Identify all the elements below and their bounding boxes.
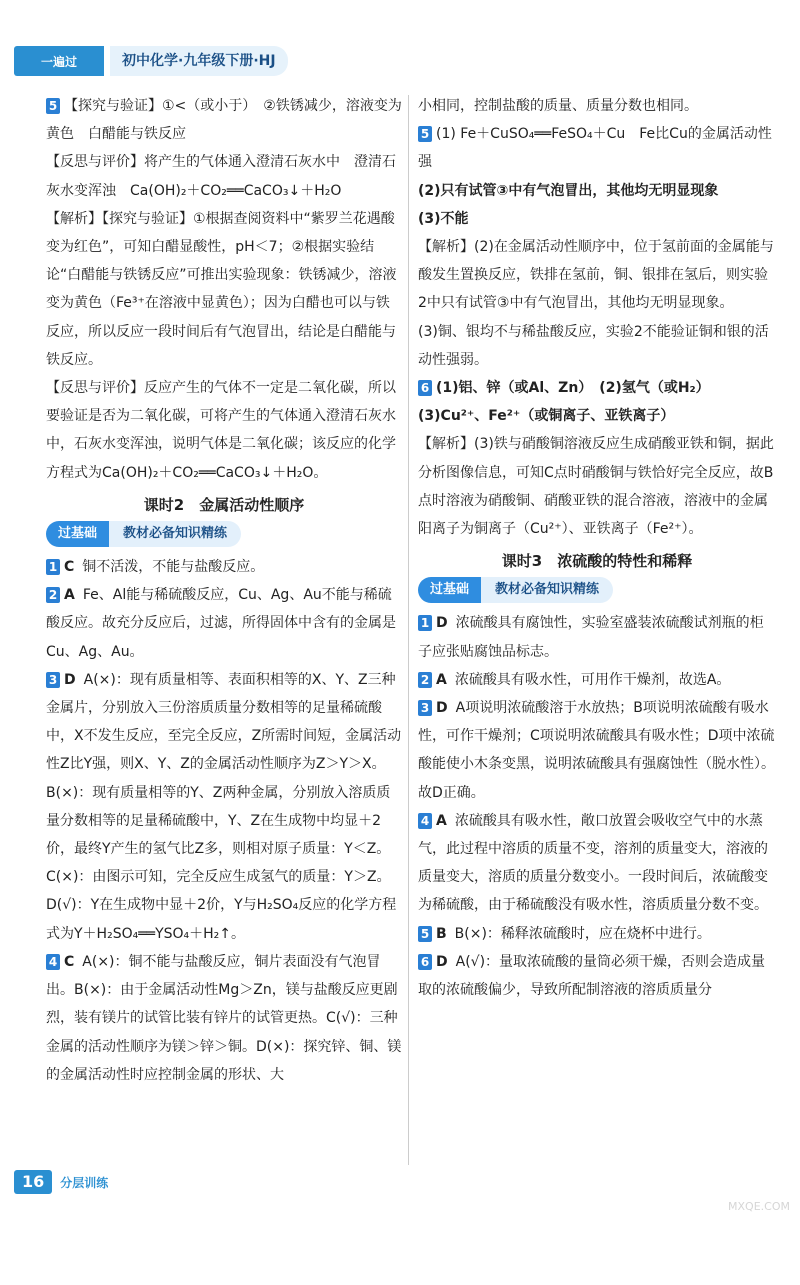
answer-paragraph <box>418 120 776 176</box>
brand-logo: 一遍过 <box>14 46 104 76</box>
question-number: 4 <box>418 813 432 829</box>
answer-paragraph <box>46 92 402 148</box>
answer-paragraph <box>418 233 776 318</box>
answer-choice: C <box>64 559 75 576</box>
banner-label: 过基础 <box>418 577 481 603</box>
section-banner <box>46 521 402 547</box>
paragraph-text: A项说明浓硫酸溶于水放热；B项说明浓硫酸有吸水性，可作干燥剂；C项说明浓硫酸具有吸水性；D项中浓硫酸能使小木条变黑，说明浓硫酸具有强腐蚀性（脱水性）。故D正确。 <box>418 700 775 801</box>
paragraph-text: A(×)：铜不能与盐酸反应，铜片表面没有气泡冒出。B(×)：由于金属活动性Mg＞Zn，镁与盐酸反应更剧烈，装有镁片的试管比装有锌片的试管更热。C(√)：三种金属的活动性顺序为镁＞锌＞铜。D(×)：探究锌、铜、镁的金属活动性时应控制金属的形状、大 <box>46 953 402 1083</box>
answer-choice: D <box>64 671 76 688</box>
left-column <box>46 92 402 1089</box>
paragraph-text: Fe、Al能与稀硫酸反应，Cu、Ag、Au不能与稀硫酸反应。故充分反应后，过滤，所得固体中含有的金属是Cu、Ag、Au。 <box>46 587 396 660</box>
answer-paragraph <box>46 553 402 581</box>
question-number: 6 <box>418 380 432 396</box>
question-number: 6 <box>418 954 432 970</box>
paragraph-text: (3)Cu²⁺、Fe²⁺（或铜离子、亚铁离子） <box>418 408 675 425</box>
answer-paragraph <box>418 177 776 205</box>
answer-paragraph <box>46 148 402 204</box>
section-title: 课时3 浓硫酸的特性和稀释 <box>501 552 693 571</box>
answer-choice: D <box>436 953 448 970</box>
paragraph-text: 【解析】(2)在金属活动性顺序中，位于氢前面的金属能与酸发生置换反应，铁排在氢前，铜、银排在氢后，则实验2中只有试管③中有气泡冒出，其他均无明显现象。 <box>418 239 774 312</box>
paragraph-text: 浓硫酸具有腐蚀性，实验室盛装浓硫酸试剂瓶的柜子应张贴腐蚀品标志。 <box>418 615 764 660</box>
column-divider <box>408 95 409 1165</box>
question-number: 2 <box>418 672 432 688</box>
page-number: 16 <box>14 1170 52 1194</box>
paragraph-text: 【探究与验证】①<（或小于） ②铁锈减少，溶液变为黄色 白醋能与铁反应 <box>46 98 402 143</box>
paragraph-text: (3)铜、银均不与稀盐酸反应，实验2不能验证铜和银的活动性强弱。 <box>418 323 769 368</box>
paragraph-text: (3)不能 <box>418 210 469 227</box>
answer-paragraph <box>418 609 776 665</box>
answer-paragraph <box>418 948 776 1004</box>
answer-paragraph <box>46 948 402 1089</box>
answer-paragraph <box>46 374 402 487</box>
question-number: 3 <box>418 700 432 716</box>
answer-paragraph <box>418 318 776 374</box>
paragraph-text: A(×)：现有质量相等、表面积相等的X、Y、Z三种金属片，分别放入三份溶质质量分数相等的足量稀硫酸中，X不发生反应，至完全反应，Z所需时间短，金属活动性Z比Y强，则X、Y、Z的金属活动性顺序为Z＞Y＞X。B(×)：现有质量相等的Y、Z两种金属，分别放入溶质质量分数相等的足量稀硫酸中，Y、Z在生成物中均显＋2价，最终Y产生的氢气比Z多，则相对原子质量：Y＜Z。C(×)：由图示可知，完全反应生成氢气的质量：Y＞Z。D(√)：Y在生成物中显＋2价，Y与H₂SO₄反应的化学方程式为Y＋H₂SO₄══YSO₄＋H₂↑。 <box>46 671 402 942</box>
answer-paragraph <box>418 92 776 120</box>
paragraph-text: 小相同，控制盐酸的质量、质量分数也相同。 <box>418 98 698 114</box>
banner-subtitle: 教材必备知识精练 <box>481 577 613 603</box>
banner-subtitle: 教材必备知识精练 <box>109 521 241 547</box>
section-title: 课时2 金属活动性顺序 <box>143 495 305 514</box>
footer-label: 分层训练 <box>60 1175 109 1190</box>
question-number: 1 <box>418 615 432 631</box>
question-number: 2 <box>46 587 60 603</box>
paragraph-text: (1) Fe＋CuSO₄══FeSO₄＋Cu Fe比Cu的金属活动性强 <box>418 126 772 171</box>
answer-paragraph <box>418 807 776 920</box>
right-column <box>418 92 776 1004</box>
section-banner <box>418 577 776 603</box>
paragraph-text: 【解析】【探究与验证】①根据查阅资料中“紫罗兰花遇酸变为红色”，可知白醋显酸性，pH＜7；②根据实验结论“白醋能与铁锈反应”可推出实验现象：铁锈减少，溶液变为黄色（Fe³⁺在溶液中显黄色）；因为白醋也可以与铁反应，所以反应一段时间后有气泡冒出，结论是白醋能与铁反应。 <box>46 210 397 368</box>
answer-paragraph <box>418 920 776 948</box>
paragraph-text: A(√)：量取浓硫酸的量筒必须干燥，否则会造成量取的浓硫酸偏少，导致所配制溶液的溶质质量分 <box>418 953 766 999</box>
paragraph-text: B(×)：稀释浓硫酸时，应在烧杯中进行。 <box>454 925 711 942</box>
question-number: 5 <box>418 126 432 142</box>
paragraph-text: 【反思与评价】反应产生的气体不一定是二氧化碳，所以要验证是否为二氧化碳，可将产生的气体通入澄清石灰水中，石灰水变浑浊，说明气体是二氧化碳；该反应的化学方程式为Ca(OH)₂＋CO₂══CaCO₃↓＋H₂O。 <box>46 380 396 481</box>
answer-paragraph <box>418 430 776 543</box>
paragraph-text: (2)只有试管③中有气泡冒出，其他均无明显现象 <box>418 182 719 199</box>
answer-paragraph <box>46 581 402 666</box>
answer-paragraph <box>418 374 776 402</box>
question-number: 5 <box>46 98 60 114</box>
answer-choice: A <box>436 671 447 688</box>
answer-paragraph <box>418 205 776 233</box>
answer-paragraph <box>46 666 402 948</box>
answer-paragraph <box>418 666 776 694</box>
question-number: 3 <box>46 672 60 688</box>
question-number: 4 <box>46 954 60 970</box>
paragraph-text: 浓硫酸具有吸水性，敞口放置会吸收空气中的水蒸气，此过程中溶质的质量不变，溶剂的质量变大，溶液的质量变大，溶质的质量分数变小。一段时间后，浓硫酸变为稀硫酸，由于稀硫酸没有吸水性，溶质质量分数不变。 <box>418 812 768 914</box>
banner-label: 过基础 <box>46 521 109 547</box>
answer-choice: C <box>64 953 75 970</box>
answer-choice: D <box>436 615 448 632</box>
answer-choice: B <box>436 925 447 942</box>
paragraph-text: (1)铝、锌（或Al、Zn） (2)氢气（或H₂） <box>436 380 710 397</box>
watermark: MXQE.COM <box>728 1200 790 1213</box>
answer-paragraph <box>418 402 776 430</box>
paragraph-text: 【解析】(3)铁与硝酸铜溶液反应生成硝酸亚铁和铜，据此分析图像信息，可知C点时硝酸铜与铁恰好完全反应，故B点时溶液为硝酸铜、硝酸亚铁的混合溶液，溶液中的金属阳离子为铜离子（Cu²⁺）、亚铁离子（Fe²⁺）。 <box>418 436 774 538</box>
answer-choice: A <box>436 812 447 829</box>
book-title: 初中化学·九年级下册·HJ <box>110 46 288 76</box>
page-footer <box>14 1170 108 1194</box>
page-header <box>14 46 374 76</box>
paragraph-text: 铜不活泼，不能与盐酸反应。 <box>82 559 265 576</box>
answer-paragraph <box>418 694 776 807</box>
paragraph-text: 浓硫酸具有吸水性，可用作干燥剂，故选A。 <box>454 671 731 688</box>
question-number: 1 <box>46 559 60 575</box>
answer-choice: D <box>436 700 448 717</box>
question-number: 5 <box>418 926 432 942</box>
paragraph-text: 【反思与评价】将产生的气体通入澄清石灰水中 澄清石灰水变浑浊 Ca(OH)₂＋CO₂══CaCO₃↓＋H₂O <box>46 154 396 199</box>
answer-paragraph <box>46 205 402 374</box>
answer-choice: A <box>64 587 75 604</box>
